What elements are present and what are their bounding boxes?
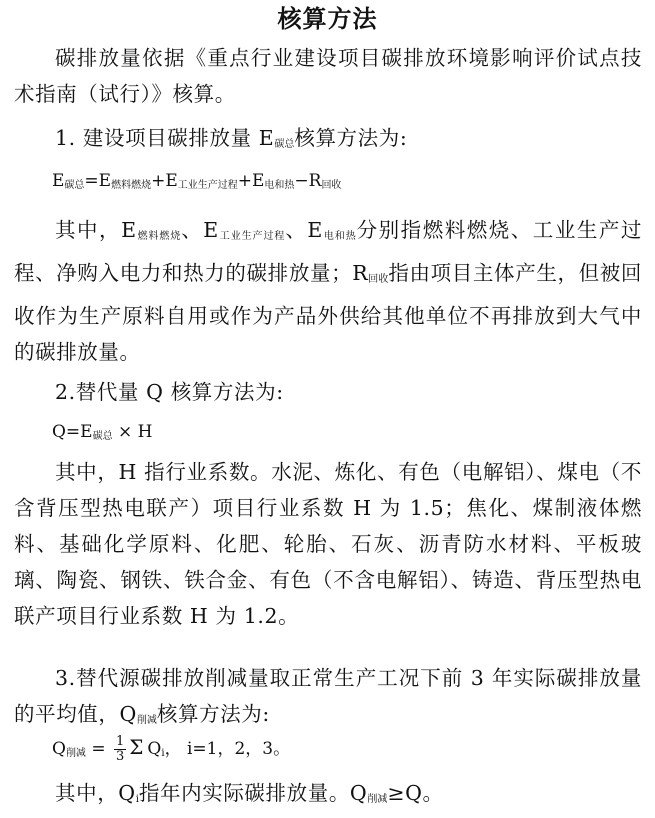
section1-formula: $E_{碳总}=E_{燃料燃烧}+E_{工业生产过程}+E_{电和热}-R_{回收}$ bbox=[52, 171, 342, 191]
section2-heading: 2.替代量 Q 核算方法为: bbox=[55, 380, 284, 404]
fraction: $\frac{1}{3}$ bbox=[116, 734, 125, 764]
section1-heading: 1. 建设项目碳排放量 $E_{碳总}$核算方法为: bbox=[55, 126, 408, 150]
section3-heading: 3.替代源碳排放削减量取正常生产工况下前 3 年实际碳排放量的平均值，$Q_{削减}$核算方法为: bbox=[14, 666, 642, 726]
section2-explanation: 其中，H 指行业系数。水泥、炼化、有色（电解铝）、煤电（不含背压型热电联产）项目行业系数 H 为 1.5；焦化、煤制液体燃料、基础化学原料、化肥、轮胎、石灰、沥青防水材料、平板玻璃、陶瓷、钢铁、铁合金、有色（不含电解铝）、铸造、背压型热电联产项目行业系数 H 为 1.2。 bbox=[14, 460, 642, 628]
section2-formula: $Q=E_{碳总} \times H$ bbox=[52, 422, 153, 442]
page-title: 核算方法 bbox=[277, 5, 378, 33]
intro-paragraph: 碳排放量依据《重点行业建设项目碳排放环境影响评价试点技术指南（试行）》核算。 bbox=[14, 46, 642, 106]
section3-formula: $Q_{削减}$ = $\frac{1}{3}$ Σ $Q_i$， i=1，2，3。 bbox=[52, 734, 291, 764]
section1-explanation: 其中，$E_{燃料燃烧}$、$E_{工业生产过程}$、$E_{电和热}$分别指燃料燃烧、工业生产过程、净购入电力和热力的碳排放量；$R_{回收}$指由项目主体产生，但被回收作为生产原料自用或作为产品外供给其他单位不再排放到大气中的碳排放量。 bbox=[14, 218, 643, 364]
section3-explanation: 其中，$Q_i$指年内实际碳排放量。$Q_{削减}\ge Q$。 bbox=[55, 781, 444, 805]
